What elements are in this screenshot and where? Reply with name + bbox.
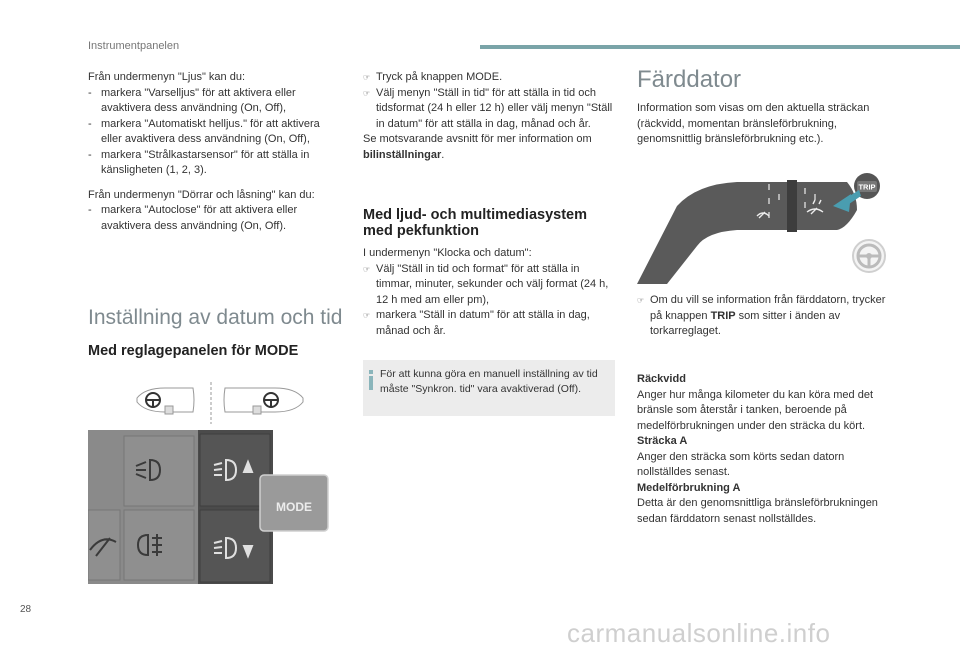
- list-item: - markera "Automatiskt helljus." för att aktivera eller avaktivera dess användning (On, Off),: [88, 117, 340, 148]
- list-item: - markera "Autoclose" för att aktivera eller avaktivera dess användning (On, Off).: [88, 203, 340, 234]
- trip-definitions: [637, 372, 893, 527]
- section-title: Instrumentpanelen: [88, 40, 180, 52]
- doors-list: [88, 203, 340, 234]
- list-item: ☞ Om du vill se information från färddatorn, trycker på knappen TRIP som sitter i änden av torkarreglaget.: [637, 293, 899, 340]
- wiper-stalk-illustration: [637, 166, 897, 284]
- steering-wheel-illustration: [135, 380, 305, 426]
- left-column-text: [88, 70, 340, 234]
- clock-list: [363, 262, 617, 340]
- page-number: 28: [20, 604, 32, 615]
- list-item: ☞ Välj menyn "Ställ in tid" för att ställa in tid och tidsformat (24 h eller 12 h) eller välj menyn "Ställ in datum" för att ställa in dag, månad och år.: [363, 86, 617, 133]
- control-panel-illustration: [88, 430, 330, 584]
- see-more-text: Se motsvarande avsnitt för mer information om bilinställningar.: [363, 133, 592, 161]
- def-desc: Anger den sträcka som körts sedan datorn nollställdes senast.: [637, 450, 845, 478]
- heading-date-time: Inställning av datum och tid: [88, 306, 343, 329]
- steering-wheel-left-icon: [137, 388, 194, 414]
- mode-button-label: MODE: [276, 500, 312, 514]
- clock-intro: I undermenyn "Klocka och datum":: [363, 247, 532, 259]
- info-text: För att kunna göra en manuell inställning av tid måste "Synkron. tid" vara avaktiverad (Off).: [380, 368, 598, 395]
- def-term: Räckvidd: [637, 373, 686, 385]
- light-list: [88, 86, 340, 179]
- mid-column-text: [363, 70, 617, 163]
- list-item: ☞ markera "Ställ in datum" för att ställa in dag, månad och år.: [363, 308, 617, 339]
- heading-trip-computer: Färddator: [637, 66, 742, 93]
- def-term: Medelförbrukning A: [637, 481, 741, 494]
- trip-button-label: TRIP: [858, 182, 876, 192]
- steering-wheel-icon: [853, 240, 885, 272]
- list-item: ☞ Välj "Ställ in tid och format" för att ställa in timmar, minuter, sekunder och välj format (24 h, 12 h med am eller pm),: [363, 262, 617, 309]
- info-icon: [369, 370, 373, 390]
- watermark: carmanualsonline.info: [567, 618, 831, 648]
- def-desc: Anger hur många kilometer du kan köra med det bränsle som återstår i tanken, beroende på medelförbrukningen under den sträcka du kört.: [637, 388, 874, 432]
- heading-mode-panel: Med reglagepanelen för MODE: [88, 343, 299, 359]
- def-desc: Detta är den genomsnittliga bränsleförbrukningen sedan färddatorn senast nollställdes.: [637, 497, 878, 525]
- info-note: [363, 360, 615, 416]
- light-intro: Från undermenyn "Ljus" kan du:: [88, 71, 246, 83]
- trip-step: [637, 293, 899, 340]
- steering-wheel-right-icon: [224, 388, 303, 414]
- mode-steps: [363, 70, 617, 132]
- list-item: ☞ Tryck på knappen MODE.: [363, 70, 617, 86]
- def-term: Sträcka A: [637, 435, 688, 447]
- trip-intro: Information som visas om den aktuella sträckan (räckvidd, momentan bränsleförbrukning, genomsnittlig bränsleförbrukning etc.).: [637, 102, 870, 145]
- heading-media-system: Med ljud- och multimediasystem med pekfunktion: [363, 207, 587, 239]
- list-item: - markera "Strålkastarsensor" för att ställa in känsligheten (1, 2, 3).: [88, 148, 340, 179]
- header-accent-bar: [480, 45, 960, 49]
- list-item: - markera "Varselljus" för att aktivera eller avaktivera dess användning (On, Off),: [88, 86, 340, 117]
- clock-section: [363, 246, 617, 339]
- doors-intro: Från undermenyn "Dörrar och låsning" kan du:: [88, 188, 315, 201]
